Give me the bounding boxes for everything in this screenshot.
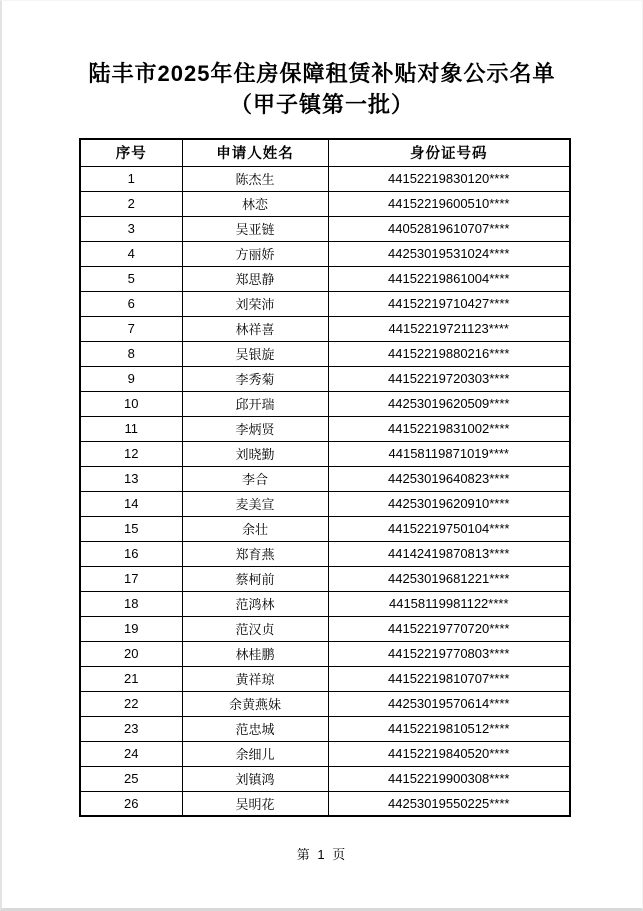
cell-id-number: 44253019640823**** [328, 466, 570, 491]
table-row [80, 341, 570, 366]
cell-id-number: 44152219721123**** [328, 316, 570, 341]
table-body [80, 166, 570, 816]
applicants-table [79, 138, 571, 817]
cell-serial-number: 4 [80, 241, 182, 266]
cell-serial-number: 1 [80, 166, 182, 191]
table-row [80, 316, 570, 341]
cell-id-number: 44152219861004**** [328, 266, 570, 291]
cell-id-number: 44152219710427**** [328, 291, 570, 316]
cell-serial-number: 15 [80, 516, 182, 541]
cell-id-number: 44142419870813**** [328, 541, 570, 566]
cell-id-number: 44158119981122**** [328, 591, 570, 616]
cell-applicant-name: 李秀菊 [182, 366, 328, 391]
cell-id-number: 44253019681221**** [328, 566, 570, 591]
cell-serial-number: 7 [80, 316, 182, 341]
header-id-number: 身份证号码 [328, 139, 570, 166]
cell-serial-number: 16 [80, 541, 182, 566]
cell-serial-number: 18 [80, 591, 182, 616]
document-page [2, 1, 642, 908]
cell-serial-number: 21 [80, 666, 182, 691]
cell-id-number: 44253019550225**** [328, 791, 570, 816]
table-row [80, 216, 570, 241]
table-row [80, 641, 570, 666]
table-row [80, 491, 570, 516]
table-row [80, 741, 570, 766]
table-row [80, 516, 570, 541]
cell-applicant-name: 李炳贤 [182, 416, 328, 441]
cell-id-number: 44152219770720**** [328, 616, 570, 641]
cell-id-number: 44152219770803**** [328, 641, 570, 666]
cell-serial-number: 20 [80, 641, 182, 666]
cell-id-number: 44253019570614**** [328, 691, 570, 716]
cell-id-number: 44152219810707**** [328, 666, 570, 691]
cell-serial-number: 12 [80, 441, 182, 466]
cell-applicant-name: 郑思静 [182, 266, 328, 291]
table-row [80, 766, 570, 791]
cell-applicant-name: 林祥喜 [182, 316, 328, 341]
cell-applicant-name: 范鸿林 [182, 591, 328, 616]
cell-serial-number: 19 [80, 616, 182, 641]
cell-id-number: 44152219831002**** [328, 416, 570, 441]
table-row [80, 191, 570, 216]
cell-serial-number: 6 [80, 291, 182, 316]
cell-serial-number: 14 [80, 491, 182, 516]
page-title-line1: 陆丰市2025年住房保障租赁补贴对象公示名单 [88, 61, 556, 86]
page-title-line2: （甲子镇第一批） [229, 92, 414, 117]
cell-id-number: 44253019620509**** [328, 391, 570, 416]
cell-id-number: 44052819610707**** [328, 216, 570, 241]
table-row [80, 416, 570, 441]
table-row [80, 566, 570, 591]
cell-id-number: 44158119871019**** [328, 441, 570, 466]
cell-serial-number: 11 [80, 416, 182, 441]
cell-serial-number: 13 [80, 466, 182, 491]
cell-applicant-name: 林桂鹏 [182, 641, 328, 666]
cell-applicant-name: 范汉贞 [182, 616, 328, 641]
cell-applicant-name: 林恋 [182, 191, 328, 216]
cell-serial-number: 9 [80, 366, 182, 391]
cell-serial-number: 17 [80, 566, 182, 591]
cell-applicant-name: 余壮 [182, 516, 328, 541]
table-header-row [80, 139, 570, 166]
cell-serial-number: 5 [80, 266, 182, 291]
cell-applicant-name: 吴银旋 [182, 341, 328, 366]
table-row [80, 541, 570, 566]
cell-id-number: 44152219810512**** [328, 716, 570, 741]
table-row [80, 391, 570, 416]
cell-serial-number: 23 [80, 716, 182, 741]
table-row [80, 591, 570, 616]
table-row [80, 266, 570, 291]
cell-applicant-name: 郑育燕 [182, 541, 328, 566]
cell-serial-number: 22 [80, 691, 182, 716]
cell-id-number: 44152219880216**** [328, 341, 570, 366]
page-number: 第 1 页 [296, 847, 348, 862]
cell-applicant-name: 方丽娇 [182, 241, 328, 266]
cell-serial-number: 2 [80, 191, 182, 216]
cell-serial-number: 26 [80, 791, 182, 816]
cell-id-number: 44152219900308**** [328, 766, 570, 791]
cell-id-number: 44152219720303**** [328, 366, 570, 391]
table-row [80, 691, 570, 716]
header-serial-number: 序号 [80, 139, 182, 166]
cell-id-number: 44152219840520**** [328, 741, 570, 766]
cell-applicant-name: 刘晓勤 [182, 441, 328, 466]
table-row [80, 666, 570, 691]
cell-applicant-name: 余细儿 [182, 741, 328, 766]
cell-serial-number: 24 [80, 741, 182, 766]
cell-applicant-name: 吴明花 [182, 791, 328, 816]
cell-applicant-name: 吴亚链 [182, 216, 328, 241]
cell-serial-number: 25 [80, 766, 182, 791]
table-row [80, 441, 570, 466]
cell-applicant-name: 刘荣沛 [182, 291, 328, 316]
cell-applicant-name: 余黄燕妹 [182, 691, 328, 716]
cell-applicant-name: 陈杰生 [182, 166, 328, 191]
cell-id-number: 44152219750104**** [328, 516, 570, 541]
cell-applicant-name: 邱开瑞 [182, 391, 328, 416]
table-row [80, 366, 570, 391]
cell-id-number: 44152219600510**** [328, 191, 570, 216]
table-row [80, 616, 570, 641]
cell-applicant-name: 范忠城 [182, 716, 328, 741]
cell-applicant-name: 李合 [182, 466, 328, 491]
table-row [80, 291, 570, 316]
cell-id-number: 44152219830120**** [328, 166, 570, 191]
cell-applicant-name: 黄祥琼 [182, 666, 328, 691]
cell-id-number: 44253019620910**** [328, 491, 570, 516]
table-row [80, 716, 570, 741]
table-row [80, 166, 570, 191]
cell-serial-number: 10 [80, 391, 182, 416]
cell-serial-number: 3 [80, 216, 182, 241]
table-row [80, 241, 570, 266]
cell-applicant-name: 刘镇鸿 [182, 766, 328, 791]
table-row [80, 791, 570, 816]
header-applicant-name: 申请人姓名 [182, 139, 328, 166]
cell-id-number: 44253019531024**** [328, 241, 570, 266]
page-title [2, 58, 642, 120]
table-row [80, 466, 570, 491]
cell-applicant-name: 蔡柯前 [182, 566, 328, 591]
cell-serial-number: 8 [80, 341, 182, 366]
cell-applicant-name: 麦美宣 [182, 491, 328, 516]
